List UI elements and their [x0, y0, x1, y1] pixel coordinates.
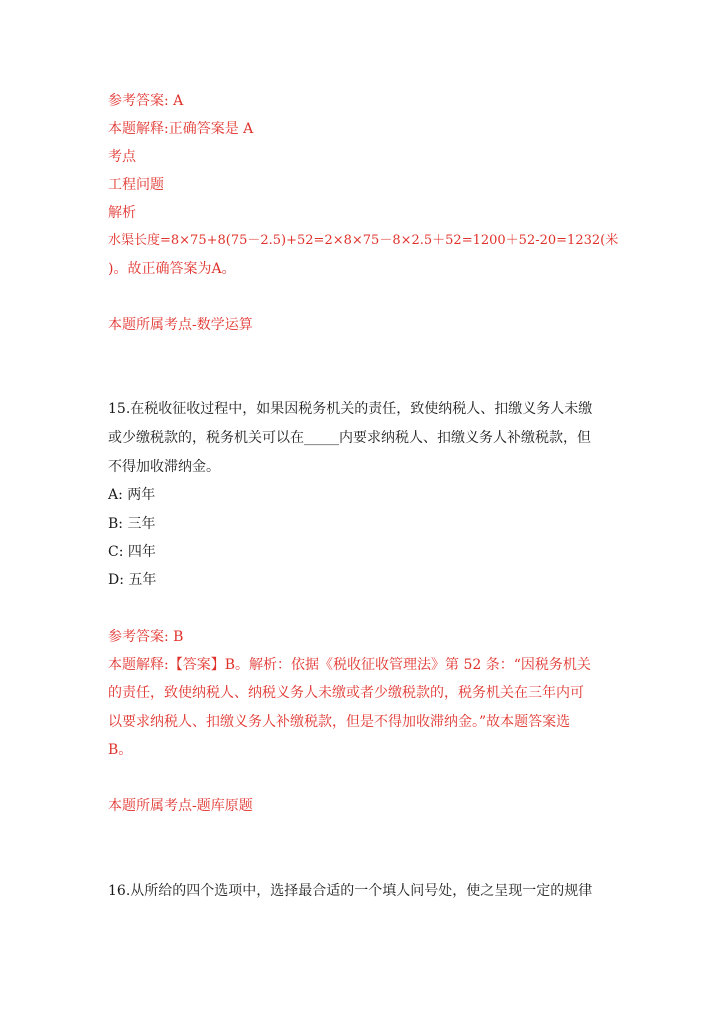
explanation-15-line-1: 本题解释:【答案】B。解析：依据《税收征收管理法》第 52 条：“因税务机关 — [108, 657, 591, 673]
explanation-15-line-4: B。 — [108, 742, 133, 758]
option-c: C: 四年 — [108, 544, 156, 560]
jiexi-heading: 解析 — [108, 205, 136, 221]
option-d: D: 五年 — [108, 572, 157, 588]
question-16-stem-line-1: 16.从所给的四个选项中，选择最合适的一个填人问号处，使之呈现一定的规律 — [108, 883, 593, 899]
solution-line-1: 水渠长度=8×75+8(75－2.5)+52=2×8×75－8×2.5＋52=1200＋52-20=1232(米 — [108, 233, 619, 248]
question-15-stem-line-3: 不得加收滞纳金。 — [108, 459, 220, 475]
answer-label-15: 参考答案: B — [108, 629, 184, 645]
question-15-stem-line-2: 或少缴税款的，税务机关可以在_____内要求纳税人、扣缴义务人补缴税款，但 — [108, 430, 591, 446]
category-label-prev: 本题所属考点-数学运算 — [108, 317, 253, 333]
explanation-15-line-2: 的责任，致使纳税人、纳税义务人未缴或者少缴税款的，税务机关在三年内可 — [108, 685, 584, 701]
category-label-15: 本题所属考点-题库原题 — [108, 798, 253, 814]
answer-label-prev: 参考答案: A — [108, 93, 184, 109]
explanation-prev: 本题解释:正确答案是 A — [108, 121, 254, 137]
solution-line-2: )。故正确答案为A。 — [108, 261, 236, 277]
explanation-15-line-3: 以要求纳税人、扣缴义务人补缴税款，但是不得加收滞纳金。”故本题答案选 — [108, 714, 571, 730]
topic-label: 工程问题 — [108, 177, 164, 193]
kaodian-heading: 考点 — [108, 149, 136, 165]
option-a: A: 两年 — [108, 487, 156, 503]
option-b: B: 三年 — [108, 516, 156, 532]
question-15-stem-line-1: 15.在税收征收过程中，如果因税务机关的责任，致使纳税人、扣缴义务人未缴 — [108, 401, 593, 417]
